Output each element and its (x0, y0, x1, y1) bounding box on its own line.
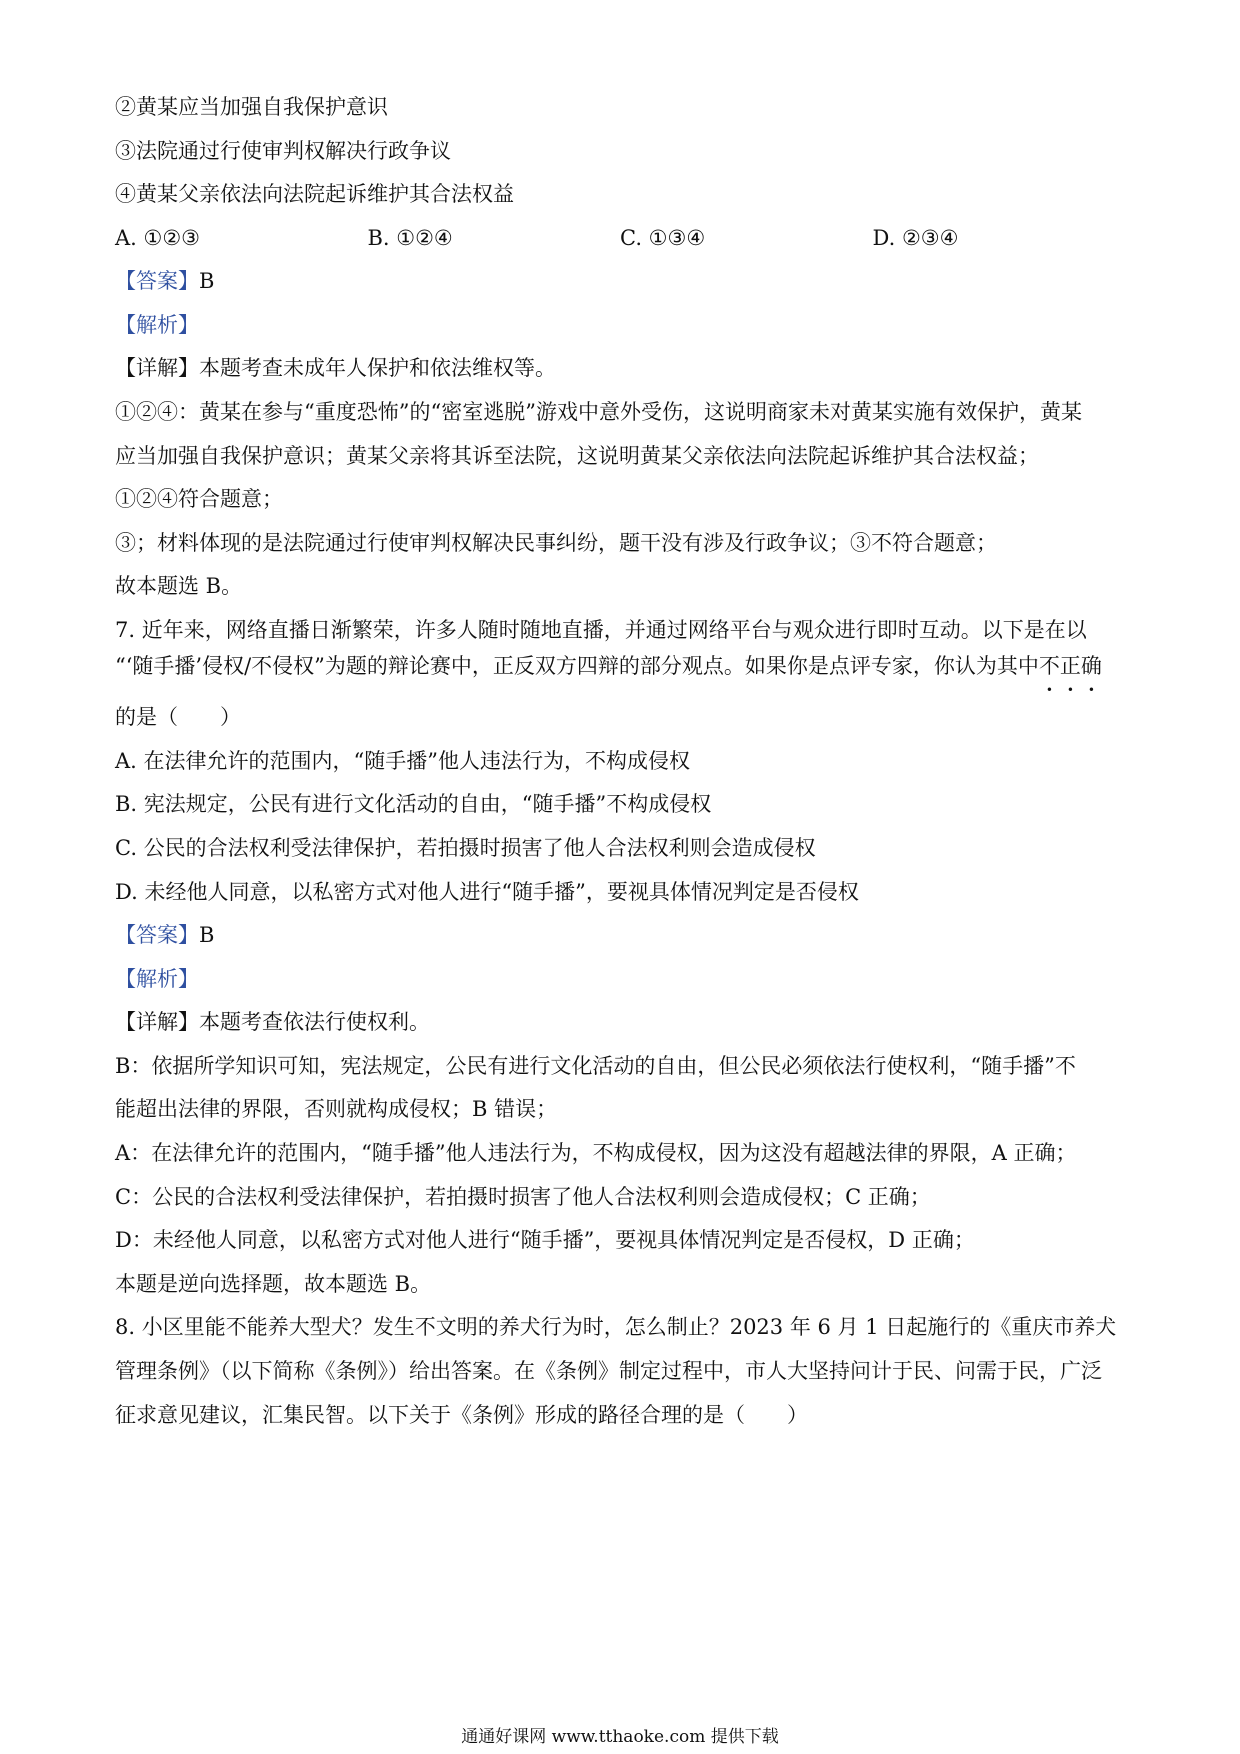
emphasis-char: 正 (1059, 654, 1081, 678)
q6-option-d: D. ②③④ (872, 226, 959, 250)
q6-explanation-2: 应当加强自我保护意识；黄某父亲将其诉至法院，这说明黄某父亲依法向法院起诉维护其合法权益； (115, 444, 1039, 468)
q6-options (115, 223, 1125, 253)
answer-value: B (199, 923, 215, 947)
q6-statement-4: ④黄某父亲依法向法院起诉维护其合法权益 (115, 182, 514, 206)
q7-option-d: D. 未经他人同意，以私密方式对他人进行“随手播”，要视具体情况判定是否侵权 (115, 880, 859, 904)
q7-option-a: A. 在法律允许的范围内，“随手播”他人违法行为，不构成侵权 (115, 749, 690, 773)
analysis-tag: 【解析】 (115, 967, 199, 991)
q6-explanation-1: ①②④：黄某在参与“重度恐怖”的“密室逃脱”游戏中意外受伤，这说明商家未对黄某实施有效保护，黄某 (115, 400, 1082, 424)
q6-analysis-heading (115, 310, 1125, 340)
q7-explanation-b-1: B：依据所学知识可知，宪法规定，公民有进行文化活动的自由，但公民必须依法行使权利，“随手播”不 (115, 1054, 1076, 1078)
q6-option-c: C. ①③④ (620, 226, 706, 250)
q7-option-b: B. 宪法规定，公民有进行文化活动的自由，“随手播”不构成侵权 (115, 792, 712, 816)
q7-stem-3: 的是（ ） (115, 705, 241, 729)
detail-text: 本题考查依法行使权利。 (199, 1010, 430, 1034)
q6-statement-3: ③法院通过行使审判权解决行政争议 (115, 139, 451, 163)
q7-explanation-a: A：在法律允许的范围内，“随手播”他人违法行为，不构成侵权，因为这没有超越法律的界限，A 正确； (115, 1141, 1077, 1165)
analysis-tag: 【解析】 (115, 313, 199, 337)
q6-conclusion: 故本题选 B。 (115, 574, 243, 598)
q7-stem-2-text: “‘随手播’侵权/不侵权”为题的辩论赛中，正反双方四辩的部分观点。如果你是点评专家，你认为其中 (115, 654, 1039, 678)
q6-explanation-3: ①②④符合题意； (115, 487, 283, 511)
q6-detail (115, 353, 1125, 383)
detail-tag: 【详解】 (115, 1010, 199, 1034)
q6-explanation-4: ③；材料体现的是法院通过行使审判权解决民事纠纷，题干没有涉及行政争议；③不符合题意； (115, 531, 997, 555)
detail-text: 本题考查未成年人保护和依法维权等。 (199, 356, 556, 380)
q6-statement-2: ②黄某应当加强自我保护意识 (115, 95, 388, 119)
page-footer: 通通好课网 www.tthaoke.com 提供下载 (461, 1727, 779, 1747)
q7-analysis-heading (115, 964, 1125, 994)
emphasis-char: 不 (1038, 654, 1060, 678)
answer-value: B (199, 269, 215, 293)
q7-detail (115, 1007, 1125, 1037)
q7-answer (115, 920, 1125, 950)
q7-explanation-b-2: 能超出法律的界限，否则就构成侵权；B 错误； (115, 1097, 558, 1121)
detail-tag: 【详解】 (115, 356, 199, 380)
answer-tag: 【答案】 (115, 269, 199, 293)
q6-option-b: B. ①②④ (367, 226, 453, 250)
q7-option-c: C. 公民的合法权利受法律保护，若拍摄时损害了他人合法权利则会造成侵权 (115, 836, 816, 860)
answer-tag: 【答案】 (115, 923, 199, 947)
q7-conclusion: 本题是逆向选择题，故本题选 B。 (115, 1272, 432, 1296)
q7-explanation-c: C：公民的合法权利受法律保护，若拍摄时损害了他人合法权利则会造成侵权；C 正确； (115, 1185, 931, 1209)
q6-answer (115, 266, 1125, 296)
q8-stem-3: 征求意见建议，汇集民智。以下关于《条例》形成的路径合理的是（ ） (115, 1403, 808, 1427)
q7-explanation-d: D：未经他人同意，以私密方式对他人进行“随手播”，要视具体情况判定是否侵权，D 正确； (115, 1228, 975, 1252)
q7-stem-2 (115, 651, 1125, 681)
q6-option-a: A. ①②③ (115, 226, 200, 250)
emphasis-char: 确 (1080, 654, 1102, 678)
q7-stem-1: 7. 近年来，网络直播日渐繁荣，许多人随时随地直播，并通过网络平台与观众进行即时互动。以下是在以 (115, 618, 1087, 642)
q8-stem-1: 8. 小区里能不能养大型犬？发生不文明的养犬行为时，怎么制止？2023 年 6 月 1 日起施行的《重庆市养犬 (115, 1315, 1117, 1339)
q8-stem-2: 管理条例》（以下简称《条例》）给出答案。在《条例》制定过程中，市人大坚持问计于民、问需于民，广泛 (115, 1359, 1102, 1383)
